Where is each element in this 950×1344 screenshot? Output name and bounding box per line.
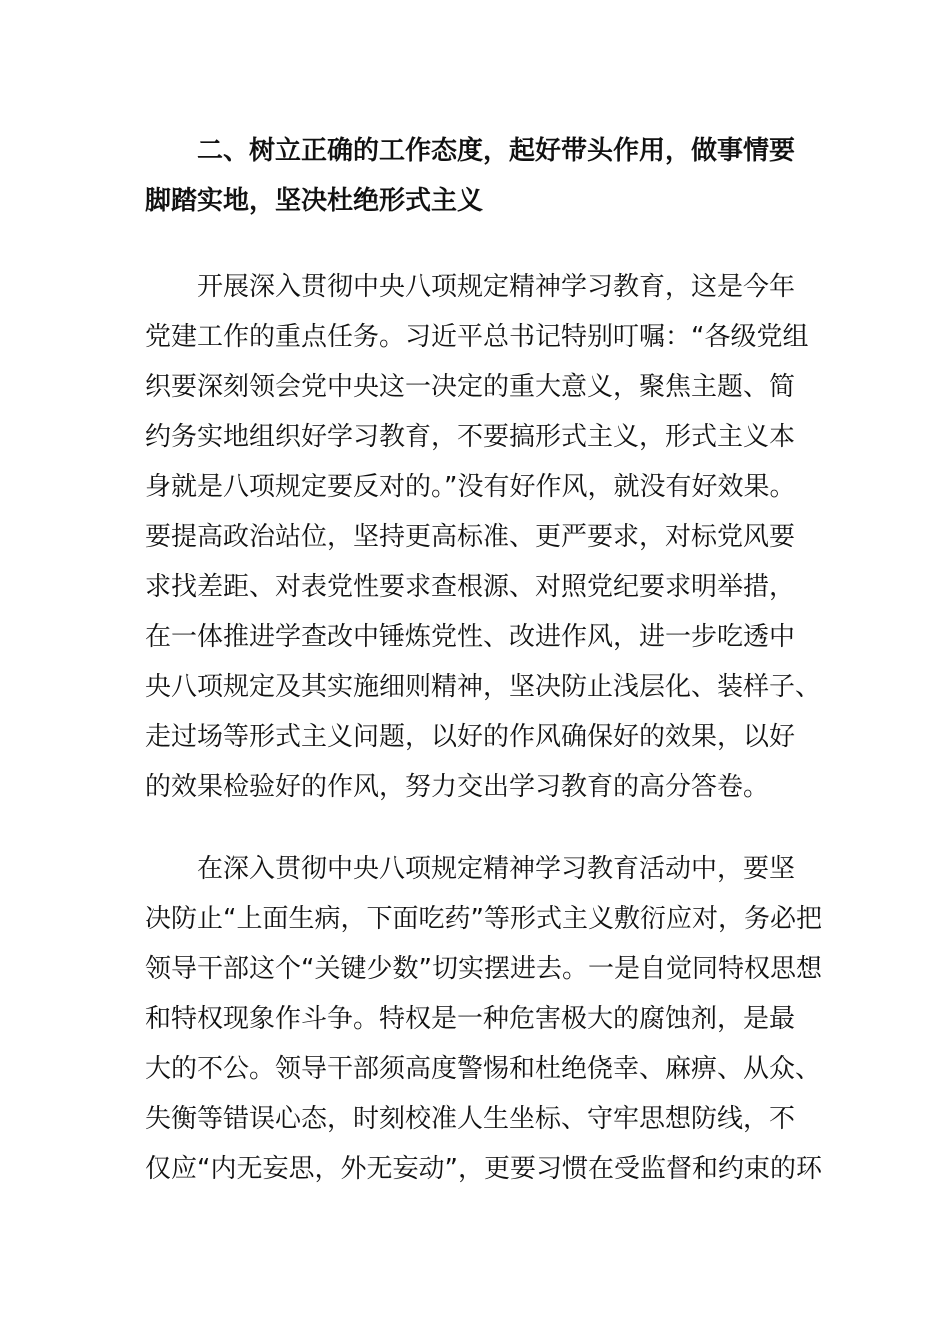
paragraph-line: 走过场等形式主义问题，以好的作风确保好的效果，以好 [145, 722, 796, 752]
section-heading [145, 126, 805, 226]
paragraph-line: 身就是八项规定要反对的。”没有好作风，就没有好效果。 [145, 472, 796, 502]
paragraph-line: 织要深刻领会党中央这一决定的重大意义，聚焦主题、简 [145, 372, 796, 402]
paragraph [145, 844, 822, 1194]
heading-line: 二、树立正确的工作态度，起好带头作用，做事情要 [197, 136, 796, 166]
paragraph-line: 的效果检验好的作风，努力交出学习教育的高分答卷。 [145, 772, 770, 802]
paragraph-line: 央八项规定及其实施细则精神，坚决防止浅层化、装样子、 [145, 672, 822, 702]
paragraph [145, 262, 822, 812]
paragraph-line: 党建工作的重点任务。习近平总书记特别叮嘱：“各级党组 [145, 322, 809, 352]
paragraph-line: 约务实地组织好学习教育，不要搞形式主义，形式主义本 [145, 422, 796, 452]
paragraph-line: 失衡等错误心态，时刻校准人生坐标、守牢思想防线，不 [145, 1104, 796, 1134]
paragraph-line: 大的不公。领导干部须高度警惕和杜绝侥幸、麻痹、从众、 [145, 1054, 822, 1084]
paragraph-line: 决防止“上面生病，下面吃药”等形式主义敷衍应对，务必把 [145, 904, 822, 934]
paragraph-line: 要提高政治站位，坚持更高标准、更严要求，对标党风要 [145, 522, 796, 552]
heading-line: 脚踏实地，坚决杜绝形式主义 [145, 186, 484, 216]
paragraph-line: 仅应“内无妄思，外无妄动”，更要习惯在受监督和约束的环 [145, 1154, 822, 1184]
paragraph-line: 和特权现象作斗争。特权是一种危害极大的腐蚀剂，是最 [145, 1004, 796, 1034]
paragraph-line: 领导干部这个“关键少数”切实摆进去。一是自觉同特权思想 [145, 954, 822, 984]
paragraph-line: 开展深入贯彻中央八项规定精神学习教育，这是今年 [197, 272, 796, 302]
paragraph-line: 在一体推进学查改中锤炼党性、改进作风，进一步吃透中 [145, 622, 796, 652]
paragraph-line: 求找差距、对表党性要求查根源、对照党纪要求明举措， [145, 572, 796, 602]
paragraph-line: 在深入贯彻中央八项规定精神学习教育活动中，要坚 [197, 854, 796, 884]
